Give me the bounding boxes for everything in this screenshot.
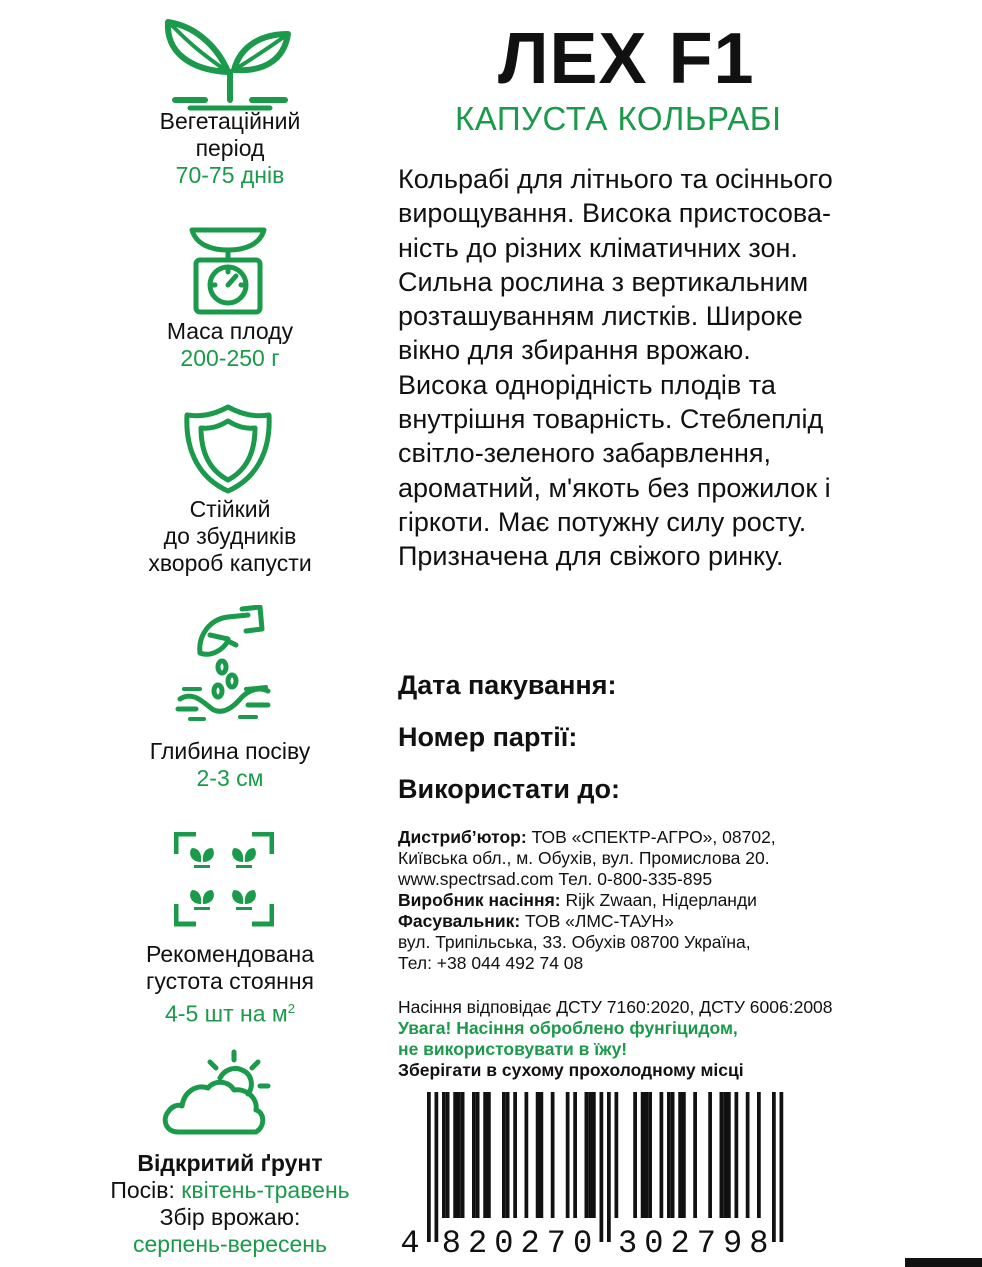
barcode-digit: 8 xyxy=(749,1225,769,1260)
barcode-bar xyxy=(671,1092,675,1218)
barcode-bar xyxy=(476,1092,480,1218)
barcode-digit: 2 xyxy=(520,1225,540,1260)
product-title: ЛЕХ F1 xyxy=(498,19,755,99)
barcode-bar xyxy=(607,1092,611,1242)
barcode-bar xyxy=(483,1092,487,1218)
pack-date-field: Дата пакування: xyxy=(398,670,617,700)
barcode-bar xyxy=(551,1092,555,1218)
sowing-line: Посів: квітень-травень xyxy=(110,1177,350,1203)
hand-sowing-icon xyxy=(170,605,275,725)
barcode-digit: 8 xyxy=(441,1225,461,1260)
barcode-bar xyxy=(678,1092,682,1218)
depth-value: 2-3 см xyxy=(196,765,264,791)
barcode-bar xyxy=(682,1092,686,1218)
barcode-digit: 7 xyxy=(546,1225,566,1260)
barcode-bar xyxy=(588,1092,592,1218)
barcode-digit: 2 xyxy=(468,1225,488,1260)
density-label: Рекомендована густота стояння 4-5 шт на $м^2$ xyxy=(60,941,400,1028)
ground-label: Відкритий ґрунт Посів: квітень-травень Збір врожаю: серпень-вересень xyxy=(60,1150,400,1258)
barcode-bar xyxy=(525,1092,529,1218)
barcode-digit: 9 xyxy=(723,1225,743,1260)
barcode-bar xyxy=(502,1092,506,1218)
barcode-bar xyxy=(446,1092,450,1218)
barcode-bar xyxy=(435,1092,439,1242)
ground-title: Відкритий ґрунт xyxy=(137,1150,323,1176)
use-by-field: Використати до: xyxy=(398,774,621,804)
barcode-digit: 0 xyxy=(644,1225,664,1260)
sprout-icon xyxy=(160,12,295,112)
barcode-bar xyxy=(641,1092,645,1218)
barcode-bar xyxy=(615,1092,619,1218)
storage-text: Зберігати в сухому прохолодному місці xyxy=(398,1060,744,1080)
sun-cloud-icon xyxy=(160,1048,275,1138)
barcode-digit: 4 xyxy=(400,1225,420,1260)
batch-field: Номер партії: xyxy=(398,722,578,752)
barcode-bar xyxy=(585,1092,589,1218)
barcode-bar xyxy=(727,1092,731,1218)
company-info: Дистриб’ютор: ТОВ «СПЕКТР-АГРО», 08702, Київська обл., м. Обухів, вул. Промислова 20. www.spectrsad.com Тел. 0-800-335-895 Виробник насіння: Rijk Zwaan, Нідерланди Фасувальник: ТОВ «ЛМС-ТАУН» вул. Трипільська, 33. Обухів 08700 Україна, Тел: +38 044 492 74 08 xyxy=(398,827,776,973)
resistance-label: Стійкий до збудників хвороб капусти xyxy=(148,496,312,576)
barcode-bar xyxy=(600,1092,604,1242)
barcode-icon xyxy=(400,1092,800,1260)
barcode-bar xyxy=(648,1092,652,1218)
barcode-bar xyxy=(506,1092,510,1218)
barcode-bar xyxy=(573,1092,577,1218)
barcode-digit: 2 xyxy=(670,1225,690,1260)
warning-text: Увага! Насіння оброблено фунгіцидом, xyxy=(398,1018,738,1038)
density-value: 4-5 шт на $м^2$ xyxy=(165,1000,295,1027)
shield-icon xyxy=(183,403,273,495)
barcode-bar xyxy=(720,1092,724,1218)
weight-value: 200-250 г xyxy=(180,345,280,371)
barcode-bar xyxy=(723,1092,727,1218)
barcode-bar xyxy=(735,1092,739,1218)
barcode-bar xyxy=(592,1092,596,1218)
barcode-bar xyxy=(540,1092,544,1218)
barcode-bar xyxy=(472,1092,476,1218)
barcode-bar xyxy=(757,1092,761,1218)
barcode-bar xyxy=(746,1092,750,1218)
corner-bar xyxy=(905,1258,982,1267)
barcode-bar xyxy=(442,1092,446,1218)
harvest-value: серпень-вересень xyxy=(133,1231,327,1257)
barcode-digit: 0 xyxy=(494,1225,514,1260)
barcode-bar xyxy=(667,1092,671,1218)
barcode-digit: 0 xyxy=(573,1225,593,1260)
plant-grid-icon xyxy=(174,832,274,927)
barcode-bar xyxy=(453,1092,457,1218)
barcode-bar xyxy=(457,1092,461,1218)
barcode-bar xyxy=(780,1092,784,1242)
description: Кольрабі для літнього та осіннього вирощування. Висока пристосова- ність до різних кліматичних зон. Сильна рослина з вертикальним розташуванням листків. Широке вікно для збирання врожаю. Висока однорідність плодів та внутрішня товарність. Стеблеплід світло-зеленого забарвлення, ароматний, м'якоть без прожилок і гіркоти. Має потужну силу росту. Призначена для свіжого ринку. xyxy=(398,164,833,572)
notes: Насіння відповідає ДСТУ 7160:2020, ДСТУ 6006:2008 Увага! Насіння оброблено фунгіцидом, не використовувати в їжу! Зберігати в сухому прохолодному місці xyxy=(398,997,833,1080)
barcode-bar xyxy=(513,1092,517,1218)
barcode-bar xyxy=(427,1092,431,1242)
barcode-bar xyxy=(566,1092,570,1218)
barcode-bar xyxy=(708,1092,712,1218)
vegetation-label: Вегетаційний період 70-75 днів xyxy=(60,108,400,189)
barcode-bar xyxy=(645,1092,649,1218)
barcode-bar xyxy=(772,1092,776,1242)
barcode-bar xyxy=(660,1092,664,1218)
barcode-bar xyxy=(633,1092,637,1218)
depth-label: Глибина посіву 2-3 см xyxy=(60,738,400,792)
product-subtitle: КАПУСТА КОЛЬРАБІ xyxy=(455,100,782,137)
barcode-bar xyxy=(487,1092,491,1218)
barcode-bar xyxy=(461,1092,465,1218)
barcode-bar xyxy=(693,1092,697,1218)
weight-label: Маса плоду 200-250 г xyxy=(60,318,400,372)
barcode-digit: 7 xyxy=(696,1225,716,1260)
barcode-bar xyxy=(536,1092,540,1218)
barcode-digit: 3 xyxy=(618,1225,638,1260)
vegetation-value: 70-75 днів xyxy=(175,162,285,188)
scale-icon xyxy=(188,222,268,317)
